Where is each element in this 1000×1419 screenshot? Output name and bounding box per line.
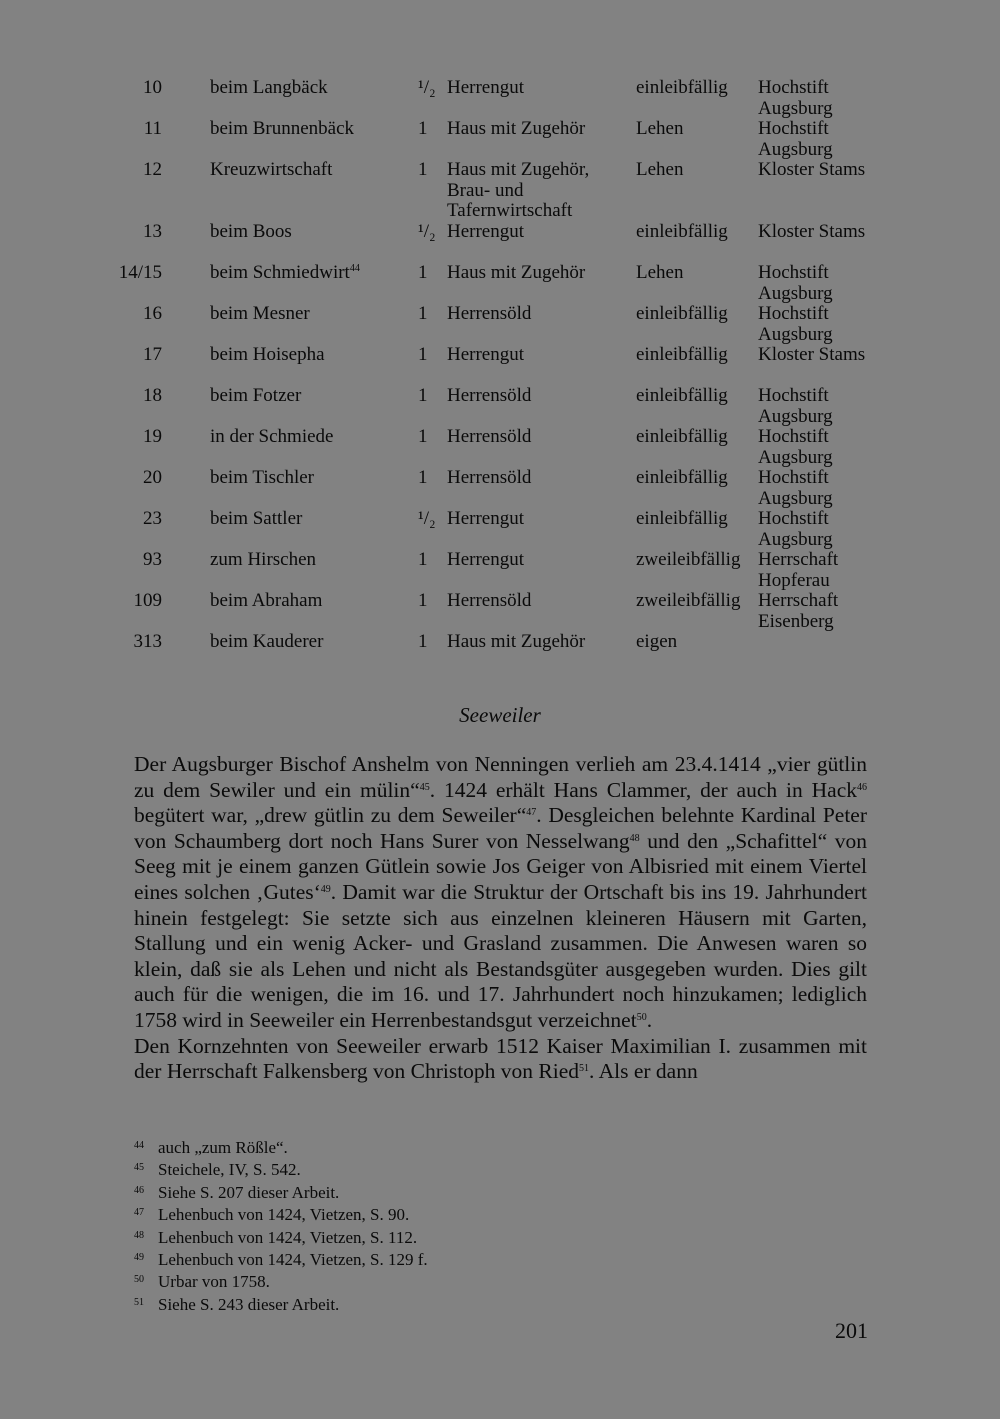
- row-number: 109: [133, 590, 162, 611]
- holdings-table: [0, 78, 1000, 673]
- row-object: [418, 78, 623, 99]
- row-object-text: Herrensöld: [447, 385, 532, 406]
- row-owner: Hochstift Augsburg: [758, 262, 833, 304]
- row-status: einleibfällig: [636, 344, 728, 365]
- row-owner: Herrschaft Hopferau: [758, 549, 839, 591]
- footnote-ref: 47: [526, 807, 537, 819]
- row-name: [210, 509, 302, 530]
- row-quantity: 1: [418, 426, 428, 447]
- text-run: Der Augsburger Bischof Anshelm von Nenningen verlieh am 23.4.1414 „vier gütlin zu dem Sewiler und ein mülin“: [134, 752, 867, 802]
- row-object-text: Herrensöld: [447, 590, 532, 611]
- row-owner: Hochstift Augsburg: [758, 508, 833, 550]
- footnote-number: 47: [134, 1207, 144, 1219]
- row-object-text: Herrengut: [447, 77, 525, 98]
- footnote: [134, 1158, 734, 1180]
- row-number: 18: [143, 385, 162, 406]
- row-name-text: beim Fotzer: [210, 385, 302, 406]
- row-object: [418, 345, 623, 366]
- footnote-text: Lehenbuch von 1424, Vietzen, S. 112.: [158, 1227, 418, 1247]
- row-name: [210, 119, 354, 140]
- row-object-text: Herrengut: [447, 344, 525, 365]
- text-run: . Desgleichen belehnte Kardinal Peter von Schaumberg dort noch Hans Surer von Nesselwang: [134, 803, 867, 853]
- row-number: 313: [133, 631, 162, 652]
- row-object-text: Haus mit Zugehör: [447, 118, 586, 139]
- row-object: [418, 427, 623, 448]
- row-status: einleibfällig: [636, 426, 728, 447]
- row-quantity: 1: [418, 344, 428, 365]
- row-name-text: beim Boos: [210, 221, 292, 242]
- row-name-text: beim Abraham: [210, 590, 323, 611]
- footnote-number: 51: [134, 1296, 144, 1308]
- row-object: [418, 509, 623, 530]
- footnote-ref: 46: [857, 781, 867, 793]
- row-object-text: Herrengut: [447, 549, 525, 570]
- row-owner: Hochstift Augsburg: [758, 426, 833, 468]
- footnote: [134, 1293, 734, 1315]
- footnote-number: 46: [134, 1184, 144, 1196]
- row-name: [210, 468, 314, 489]
- row-quantity: 1: [418, 159, 428, 180]
- row-owner: Hochstift Augsburg: [758, 77, 833, 119]
- row-owner: Kloster Stams: [758, 221, 866, 242]
- table-row: [0, 304, 1000, 345]
- footnote-text: Lehenbuch von 1424, Vietzen, S. 129 f.: [158, 1250, 428, 1270]
- row-number: 12: [143, 159, 162, 180]
- row-number: 10: [143, 77, 162, 98]
- row-number: 23: [143, 508, 162, 529]
- text-run: . Damit war die Struktur der Ortschaft bis ins 19. Jahrhundert hinein festgelegt: Sie setzte sich aus einzelnen kleineren Häusern mit Garten, Stallung und ein wenig Acker- und Grasland zusammen. Die Anwesen waren so klein, daß sie als Lehen und nicht als Bestandsgüter ausgegeben wurden. Dies gilt auch für die wenigen, die im 16. und 17. Jahrhundert noch hinzukamen; lediglich 1758 wird in Seeweiler ein Herrenbestandsgut verzeichnet: [134, 879, 867, 1032]
- table-row: [0, 468, 1000, 509]
- row-quantity: 1: [418, 549, 428, 570]
- row-object: [418, 304, 623, 325]
- row-owner: Herrschaft Eisenberg: [758, 590, 839, 632]
- row-name-text: in der Schmiede: [210, 426, 334, 447]
- section-heading: Seeweiler: [459, 703, 541, 727]
- footnote: [134, 1270, 734, 1292]
- row-number: 93: [143, 549, 162, 570]
- row-owner: Hochstift Augsburg: [758, 303, 833, 345]
- row-name-text: beim Mesner: [210, 303, 310, 324]
- row-name-text: Kreuzwirtschaft: [210, 159, 333, 180]
- row-name: [210, 427, 333, 448]
- row-number: 16: [143, 303, 162, 324]
- row-quantity: 1: [418, 303, 428, 324]
- row-owner: Hochstift Augsburg: [758, 385, 833, 427]
- row-object-text: Herrengut: [447, 221, 525, 242]
- row-name: [210, 78, 328, 99]
- row-name: [210, 160, 332, 181]
- table-row: [0, 119, 1000, 160]
- row-status: eigen: [636, 631, 678, 652]
- table-row: [0, 345, 1000, 386]
- footnote: [134, 1136, 734, 1158]
- row-quantity: 1: [418, 590, 428, 611]
- row-status: zweileibfällig: [636, 590, 741, 611]
- row-name-text: beim Kauderer: [210, 631, 324, 652]
- row-name: [210, 591, 322, 612]
- row-status: Lehen: [636, 159, 684, 180]
- row-name: [210, 263, 360, 284]
- row-quantity: 1: [418, 118, 428, 139]
- row-name: [210, 386, 301, 407]
- text-run: .: [646, 1007, 653, 1032]
- row-name: [210, 222, 292, 243]
- row-owner: Hochstift Augsburg: [758, 467, 833, 509]
- row-number: 19: [143, 426, 162, 447]
- page-number: 201: [835, 1318, 868, 1343]
- footnotes: [134, 1136, 734, 1315]
- footnote-text: Lehenbuch von 1424, Vietzen, S. 90.: [158, 1205, 410, 1225]
- table-row: [0, 222, 1000, 263]
- row-number: 13: [143, 221, 162, 242]
- row-number: 20: [143, 467, 162, 488]
- row-owner: Kloster Stams: [758, 344, 866, 365]
- footnote-text: auch „zum Rößle“.: [158, 1138, 288, 1157]
- row-name: [210, 632, 323, 653]
- row-object-text: Herrensöld: [447, 426, 532, 447]
- row-object: [418, 119, 623, 140]
- footnote-number: 45: [134, 1162, 144, 1174]
- row-quantity: ¹/₂: [418, 221, 436, 242]
- text-run: Den Kornzehnten von Seeweiler erwarb 1512 Kaiser Maximilian I. zusammen mit der Herrschaft Falkensberg von Christoph von Ried: [134, 1033, 867, 1084]
- row-status: einleibfällig: [636, 385, 728, 406]
- footnote-text: Siehe S. 207 dieser Arbeit.: [158, 1182, 340, 1202]
- footnote-ref: 51: [579, 1063, 590, 1075]
- row-owner: Kloster Stams: [758, 159, 866, 180]
- row-status: einleibfällig: [636, 303, 728, 324]
- body-text: [134, 752, 867, 1085]
- row-number: 17: [143, 344, 162, 365]
- row-object-text: Herrengut: [447, 508, 525, 529]
- row-name: [210, 304, 310, 325]
- row-status: einleibfällig: [636, 508, 728, 529]
- text-run: und den „Schafittel“ von Seeg mit je einem ganzen Gütlein sowie Jos Geiger von Albisried mit einem Viertel eines solchen ‚Gutes‘: [134, 828, 867, 904]
- row-object: [418, 263, 623, 284]
- row-object-text: Haus mit Zugehör: [447, 631, 586, 652]
- row-name-text: beim Sattler: [210, 508, 303, 529]
- footnote-number: 50: [134, 1274, 144, 1286]
- row-name-text: beim Langbäck: [210, 77, 328, 98]
- text-run: . 1424 erhält Hans Clammer, der auch in Hack: [429, 777, 857, 802]
- footnote-ref: 49: [320, 883, 331, 895]
- row-quantity: ¹/₂: [418, 77, 436, 98]
- row-name: [210, 550, 316, 571]
- row-number: 11: [143, 118, 162, 139]
- body-paragraph: [134, 752, 867, 1034]
- row-name-text: beim Tischler: [210, 467, 314, 488]
- row-status: Lehen: [636, 262, 684, 283]
- row-object: [418, 160, 623, 222]
- row-object-text: Herrensöld: [447, 303, 532, 324]
- row-object: [418, 222, 623, 243]
- row-object: [418, 591, 623, 612]
- footnote-number: 44: [134, 1140, 144, 1151]
- table-row: [0, 427, 1000, 468]
- row-status: zweileibfällig: [636, 549, 741, 570]
- table-row: [0, 632, 1000, 673]
- row-owner: Hochstift Augsburg: [758, 118, 833, 160]
- row-name-text: beim Brunnenbäck: [210, 118, 355, 139]
- table-row: [0, 160, 1000, 222]
- text-run: . Als er dann: [589, 1059, 698, 1084]
- footnote-ref: 45: [419, 781, 430, 793]
- table-row: [0, 550, 1000, 591]
- row-status: einleibfällig: [636, 77, 728, 98]
- footnote: [134, 1226, 734, 1248]
- footnote: [134, 1181, 734, 1203]
- row-object: [418, 632, 623, 653]
- row-quantity: 1: [418, 262, 428, 283]
- table-row: [0, 591, 1000, 632]
- footnote-text: Siehe S. 243 dieser Arbeit.: [158, 1294, 340, 1314]
- row-quantity: ¹/₂: [418, 508, 436, 529]
- table-row: [0, 263, 1000, 304]
- row-status: einleibfällig: [636, 221, 728, 242]
- table-row: [0, 78, 1000, 119]
- row-status: einleibfällig: [636, 467, 728, 488]
- row-name-text: zum Hirschen: [210, 549, 317, 570]
- row-object: [418, 386, 623, 407]
- row-name: [210, 345, 325, 366]
- row-quantity: 1: [418, 467, 428, 488]
- row-object: [418, 468, 623, 489]
- footnote-text: Urbar von 1758.: [158, 1272, 270, 1292]
- footnote-ref: 44: [349, 263, 360, 274]
- footnote-ref: 48: [629, 832, 640, 844]
- row-number: 14/15: [118, 262, 162, 283]
- row-object-text: Haus mit Zugehör, Brau- und Tafernwirtschaft: [447, 159, 590, 221]
- row-object-text: Herrensöld: [447, 467, 532, 488]
- footnote-number: 48: [134, 1229, 144, 1241]
- table-row: [0, 386, 1000, 427]
- footnote-text: Steichele, IV, S. 542.: [158, 1160, 301, 1180]
- footnote-number: 49: [134, 1252, 144, 1264]
- row-name-text: beim Schmiedwirt: [210, 262, 350, 283]
- row-object-text: Haus mit Zugehör: [447, 262, 586, 283]
- row-quantity: 1: [418, 631, 428, 652]
- row-quantity: 1: [418, 385, 428, 406]
- table-row: [0, 509, 1000, 550]
- footnote: [134, 1248, 734, 1270]
- row-object: [418, 550, 623, 571]
- footnote: [134, 1203, 734, 1225]
- text-run: begütert war, „drew gütlin zu dem Seweiler“: [134, 803, 527, 828]
- body-paragraph: [134, 1034, 867, 1085]
- row-name-text: beim Hoisepha: [210, 344, 325, 365]
- row-status: Lehen: [636, 118, 684, 139]
- footnote-ref: 50: [636, 1011, 647, 1023]
